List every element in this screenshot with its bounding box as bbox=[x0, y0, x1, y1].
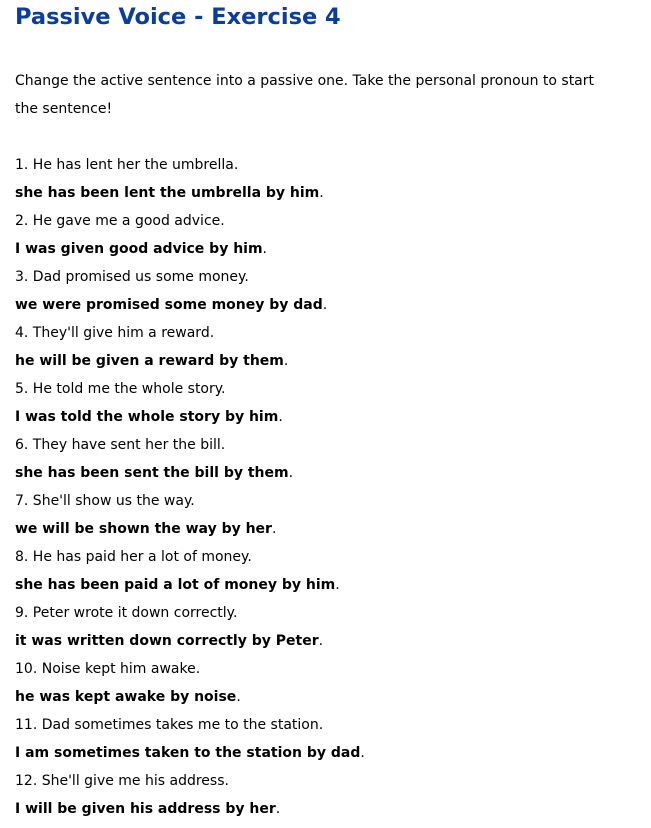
exercise-prompt: 12. She'll give me his address. bbox=[15, 773, 229, 789]
answer-punctuation: . bbox=[236, 689, 241, 705]
answer-punctuation: . bbox=[275, 801, 281, 817]
answer-punctuation: . bbox=[322, 297, 328, 313]
exercise-prompt: 1. He has lent her the umbrella. bbox=[15, 157, 239, 173]
exercise-answer-line bbox=[15, 515, 645, 543]
exercise-answer: she has been sent the bill by them bbox=[15, 465, 289, 481]
exercise-prompt: 6. They have sent her the bill. bbox=[15, 437, 226, 453]
instructions-text: Change the active sentence into a passive one. Take the personal pronoun to start the sentence! bbox=[15, 73, 595, 117]
exercise-answer: I was given good advice by him bbox=[15, 241, 263, 257]
exercise-answer: we will be shown the way by her bbox=[15, 521, 272, 537]
exercise-answer-line bbox=[15, 235, 645, 263]
exercise-answer-line bbox=[15, 179, 645, 207]
exercise-prompt: 10. Noise kept him awake. bbox=[15, 661, 201, 677]
answer-punctuation: . bbox=[278, 409, 283, 425]
exercise-answer: he will be given a reward by them bbox=[15, 353, 284, 369]
exercise-answer: she has been paid a lot of money by him bbox=[15, 577, 336, 593]
exercise-prompt: 2. He gave me a good advice. bbox=[15, 213, 225, 229]
exercise-prompt: 5. He told me the whole story. bbox=[15, 381, 226, 397]
exercise-answer-line bbox=[15, 459, 645, 487]
exercise-prompt: 7. She'll show us the way. bbox=[15, 493, 195, 509]
exercise-answer: she has been lent the umbrella by him bbox=[15, 185, 320, 201]
answer-punctuation: . bbox=[319, 185, 324, 201]
exercise-answer: I will be given his address by her bbox=[15, 801, 276, 817]
exercise-answer: he was kept awake by noise bbox=[15, 689, 237, 705]
exercise-answer: I was told the whole story by him bbox=[15, 409, 279, 425]
exercise-list bbox=[15, 151, 645, 823]
exercise-answer-line bbox=[15, 403, 645, 431]
exercise-answer-line bbox=[15, 291, 645, 319]
exercise-prompt: 3. Dad promised us some money. bbox=[15, 269, 249, 285]
exercise-answer-line bbox=[15, 683, 645, 711]
exercise-prompt: 8. He has paid her a lot of money. bbox=[15, 549, 252, 565]
exercise-prompt: 11. Dad sometimes takes me to the station. bbox=[15, 717, 324, 733]
exercise-answer-line bbox=[15, 571, 645, 599]
exercise-answer: we were promised some money by dad bbox=[15, 297, 323, 313]
exercise-answer: I am sometimes taken to the station by dad bbox=[15, 745, 361, 761]
answer-punctuation: . bbox=[262, 241, 267, 257]
exercise-answer-line bbox=[15, 739, 645, 767]
answer-punctuation: . bbox=[283, 353, 289, 369]
exercise-answer-line bbox=[15, 795, 645, 823]
exercise-prompt: 9. Peter wrote it down correctly. bbox=[15, 605, 238, 621]
answer-punctuation: . bbox=[318, 633, 324, 649]
page-title: Passive Voice - Exercise 4 bbox=[15, 4, 341, 30]
exercise-answer-line bbox=[15, 347, 645, 375]
answer-punctuation: . bbox=[360, 745, 365, 761]
exercise-answer-line bbox=[15, 627, 645, 655]
exercise-answer: it was written down correctly by Peter bbox=[15, 633, 319, 649]
answer-punctuation: . bbox=[271, 521, 277, 537]
answer-punctuation: . bbox=[288, 465, 294, 481]
answer-punctuation: . bbox=[335, 577, 340, 593]
exercise-prompt: 4. They'll give him a reward. bbox=[15, 325, 215, 341]
